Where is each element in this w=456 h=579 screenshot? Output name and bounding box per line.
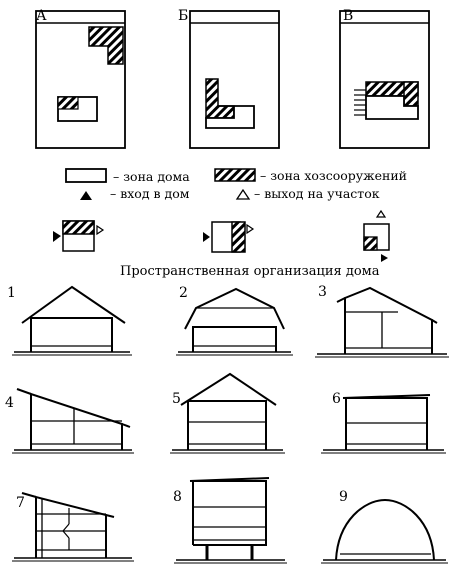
legend-entrance-label: – вход в дом [110,186,190,201]
legend-exit-label: – выход на участок [254,186,380,201]
plan-a [36,8,125,148]
entry-scheme-a [53,221,103,251]
exit-icon [237,190,249,199]
house-number: 8 [173,489,182,505]
plan-c [340,8,429,148]
house-type-7 [12,493,134,561]
house-type-2 [176,285,293,355]
legend-utility-label: – зона хозсооружений [260,168,408,183]
house-number: 5 [172,391,181,407]
entrance-icon [53,231,61,242]
house-number: 1 [7,285,16,301]
plan-label-b: Б [178,8,189,24]
entrance-icon [80,191,92,200]
house-number: 9 [339,489,348,505]
legend-house-swatch [66,169,106,182]
plan-label-c: В [343,8,354,24]
house-number: 7 [16,495,25,511]
utility-zone-b [206,79,234,118]
utility-zone-a [89,27,123,64]
house-type-8 [173,478,287,563]
entry-scheme-c [364,211,389,262]
house-type-4 [5,389,134,453]
exit-icon [97,226,103,234]
entrance-icon [381,254,388,262]
exit-icon [247,225,253,233]
house-number: 6 [332,391,341,407]
legend-utility-swatch [215,169,255,181]
entrance-icon [203,232,210,242]
house-type-9 [321,489,448,563]
house-type-6 [321,391,446,453]
house-number: 4 [5,395,14,411]
house-number: 3 [318,284,327,300]
legend [66,168,407,201]
plan-b [178,8,279,148]
house-type-3 [315,284,449,357]
house-type-1 [7,285,132,355]
plan-label-a: А [36,8,47,24]
section-title: Пространственная организация дома [120,264,380,279]
entry-scheme-b [203,222,253,252]
house-type-5 [170,374,285,453]
legend-house-label: – зона дома [113,169,190,184]
house-number: 2 [179,285,188,301]
exit-icon [377,211,385,217]
